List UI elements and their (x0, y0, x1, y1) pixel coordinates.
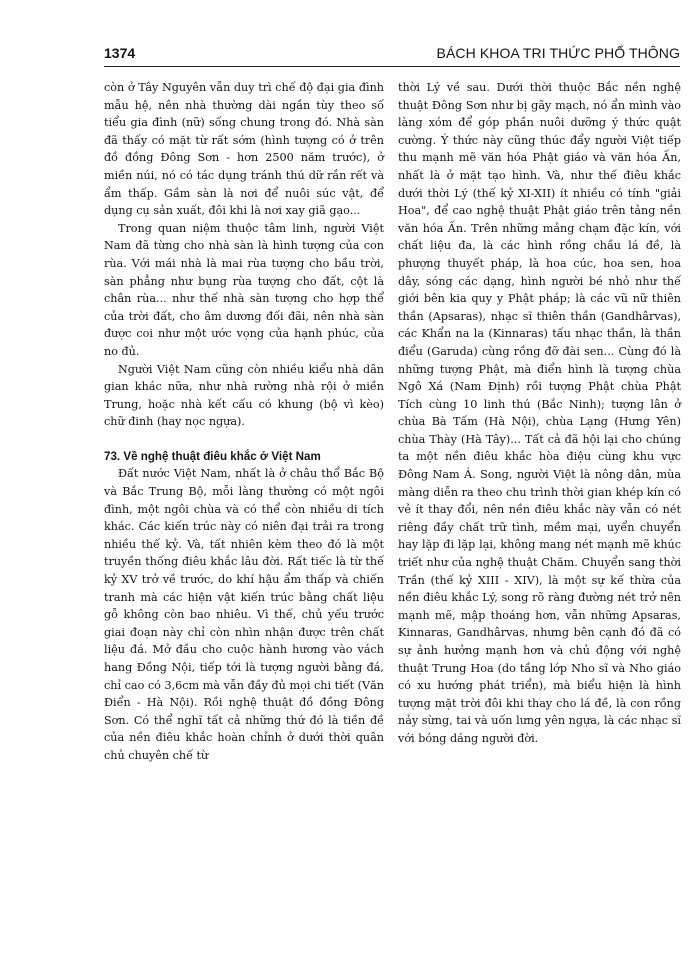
left-column (104, 79, 384, 765)
paragraph: còn ở Tây Nguyên vẫn duy trì chế độ đại gia đình mẫu hệ, nên nhà thường dài ngắn tùy theo số tiểu gia đình (nữ) sống chung trong đó. Nhà sàn đã thấy có mặt từ rất sớm (hình tượng có ở trên đồ đồng Đông Sơn - hơn 2500 năm trước), ở miền núi, nó có tác dụng tránh thú dữ rắn rết và ẩm thấp. Gầm sàn là nơi để nuôi súc vật, để dụng cụ sản xuất, đôi khi là nơi xay giã gạo... (104, 81, 384, 218)
header-rule (104, 66, 680, 67)
paragraph: thời Lý về sau. Dưới thời thuộc Bắc nền nghệ thuật Đông Sơn như bị gãy mạch, nó ẩn mình vào làng xóm để góp phần nuôi dưỡng ý thức quật cường. Ý thức này cũng thúc đẩy người Việt tiếp thu mạnh mẽ văn hóa Phật giáo và văn hóa Ấn, nhất là ở mặt tạo hình. Và, như thế điêu khắc dưới thời Lý (thế kỷ XI-XII) ít nhiều có tính "giải Hoa", để cao nghệ thuật Phật giáo trên tảng nền văn hóa Ấn. Trên những mảng chạm đặc kín, với chất liệu đa, là các hình rồng chầu lá đề, là phượng thuyết pháp, là hoa cúc, hoa sen, hoa dây, sóng các dạng, hình người bé nhỏ như thế giới bên kia quy y Phật pháp; là các vũ nữ thiên thần (Apsaras), nhạc sĩ thiên thần (Gandhârvas), các Khẩn na la (Kinnaras) tấu nhạc thần, là thần điểu (Garuda) cùng rồng đỡ đài sen... Cùng đó là những tượng Phật, mà điển hình là tượng chùa Ngô Xá (Nam Định) rồi tượng Phật chùa Phật Tích cùng 10 linh thú (Bắc Ninh); tượng lân ở chùa Bà Tấm (Hà Nội), chùa Lạng (Hưng Yên) chùa Thày (Hà Tây)... Tất cả đã hội lại cho chúng ta một nền điêu khắc hòa điệu cùng khu vực Đông Nam Á. Song, người Việt là nông dân, mùa màng diễn ra theo chu trình thời gian khép kín có vẻ ít thay đổi, nên nền điêu khắc này vẫn có nét riêng đầy chất trữ tình, mềm mại, uyển chuyển hay lặp đi lặp lại, không mang nét mạnh mẽ khúc triết như của nghệ thuật Chăm. Chuyển sang thời Trần (thế kỷ XIII - XIV), là một sự kế thừa của nền điêu khắc Lý, song rõ ràng đường nét trở nên mạnh mẽ, mập thoáng hơn, vẫn những Apsaras, Kinnaras, Gandhârvas, nhưng bên cạnh đó đã có sự ảnh hưởng mạnh hơn và chủ động với nghệ thuật Trung Hoa (do tầng lớp Nho sĩ và Nho giáo có xu hướng phát triển), mà biểu hiện là hình tượng mặt trời đôi khi thay cho lá đề, là con rồng nảy sừng, tai và uốn lưng yên ngựa, là các nhạc sĩ với bóng dáng người đời. (398, 81, 681, 745)
paragraph: Đất nước Việt Nam, nhất là ở châu thổ Bắc Bộ và Bắc Trung Bộ, mỗi làng thường có một ngôi đình, một ngôi chùa và có thể còn nhiều di tích khác. Các kiến trúc này có niên đại trải ra trong nhiều thế kỷ. Và, tất nhiên kèm theo đó là một truyền thống điêu khắc lâu đời. Rất tiếc là từ thế kỷ XV trở về trước, do khí hậu ẩm thấp và chiến tranh mà các hiện vật kiến trúc bằng chất liệu gỗ không còn bao nhiêu. Vì thế, chủ yếu trước giai đoạn này chỉ còn nhìn nhận được trên chất liệu đá. Mở đầu cho cuộc hành hương vào vách hang Đồng Nội, tiếp tới là tượng người bằng đá, chỉ cao có 3,6cm mà vẫn đầy đủ mọi chi tiết (Văn Điển - Hà Nội). Rồi nghệ thuật đồ đồng Đông Sơn. Có thể nghĩ tất cả những thứ đó là tiền đề của nền điêu khắc hoàn chỉnh ở dưới thời quân chủ chuyên chế từ (104, 467, 384, 762)
paragraph: Người Việt Nam cũng còn nhiều kiểu nhà dân gian khác nữa, như nhà rường nhà rội ở miền Trung, hoặc nhà kết cấu có khung (bộ vì kèo) chữ đinh (hay nọc ngựa). (104, 362, 384, 429)
page-header (104, 42, 680, 64)
right-column (398, 79, 681, 748)
page-number: 1374 (104, 45, 136, 61)
section-heading: 73. Về nghệ thuật điêu khắc ở Việt Nam (104, 449, 321, 463)
paragraph: Trong quan niệm thuộc tâm linh, người Việt Nam đã từng cho nhà sàn là hình tượng của con rùa. Với mái nhà là mai rùa tượng cho bầu trời, sàn phẳng như bụng rùa tượng cho đất, cột là chân rùa... như thế nhà sàn tượng cho hợp thể của trời đất, cho âm dương đối đãi, nên nhà sàn được coi như một ước vọng của hạnh phúc, của no đủ. (104, 221, 384, 358)
book-title: BÁCH KHOA TRI THỨC PHỔ THÔNG (436, 45, 680, 61)
